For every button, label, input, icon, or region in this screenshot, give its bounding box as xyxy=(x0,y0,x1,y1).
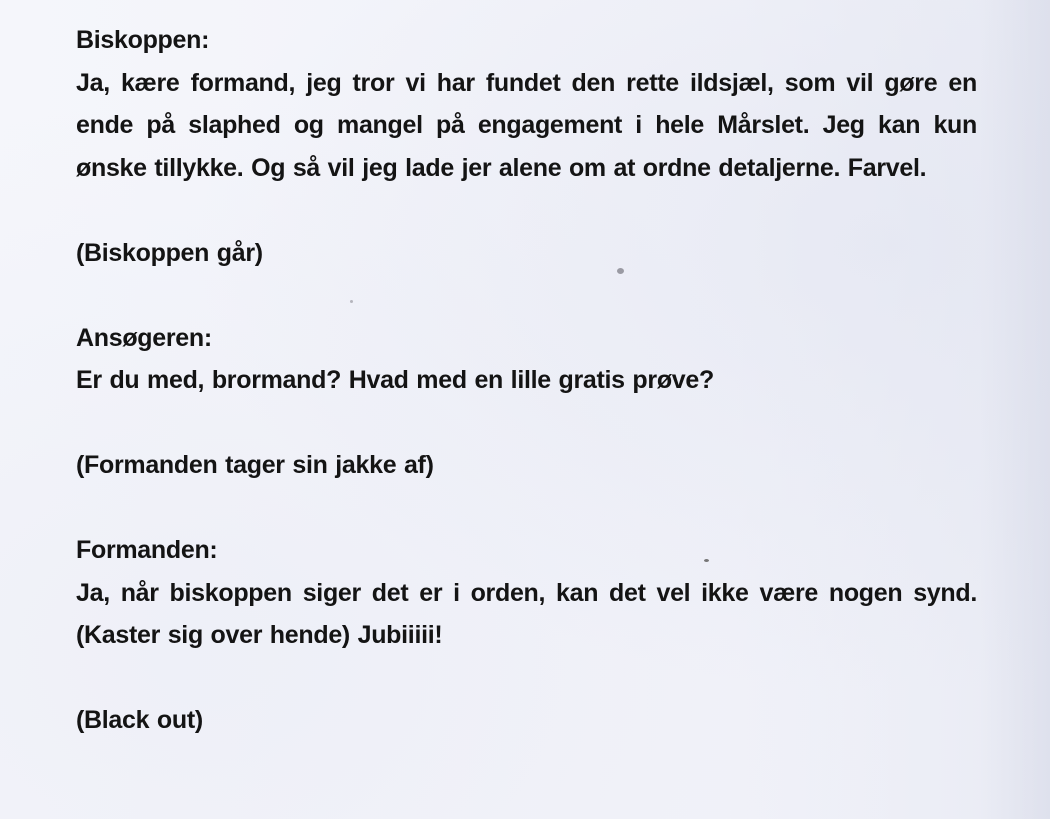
blank-line xyxy=(76,657,977,700)
dialogue-biskoppen: Ja, kære formand, jeg tror vi har fundet den rette ildsjæl, som vil gøre en ende på slaphed og mangel på engagement i hele Mårslet. Jeg kan kun ønske tillykke. Og så vil jeg lade jer alene om at ordne detaljerne. Farvel. xyxy=(76,68,977,182)
stage-direction-biskoppen-gaar: (Biskoppen går) xyxy=(76,238,263,267)
dialogue-formanden: Ja, når biskoppen siger det er i orden, kan det vel ikke være nogen synd. (Kaster sig over hende) Jubiiiii! xyxy=(76,578,977,649)
blank-line xyxy=(76,274,977,317)
speaker-label-ansoegeren: Ansøgeren: xyxy=(76,323,212,352)
blank-line xyxy=(76,189,977,232)
blank-line xyxy=(76,402,977,445)
stage-direction-jakke: (Formanden tager sin jakke af) xyxy=(76,451,434,479)
script-text xyxy=(76,19,977,742)
dialogue-ansoegeren: Er du med, brormand? Hvad med en lille gratis prøve? xyxy=(76,366,714,394)
speaker-label-formanden: Formanden: xyxy=(76,536,218,564)
stage-direction-black-out: (Black out) xyxy=(76,706,203,734)
speaker-label-biskoppen: Biskoppen: xyxy=(76,26,210,54)
scan-edge-shadow xyxy=(980,0,1050,819)
blank-line xyxy=(76,487,977,530)
